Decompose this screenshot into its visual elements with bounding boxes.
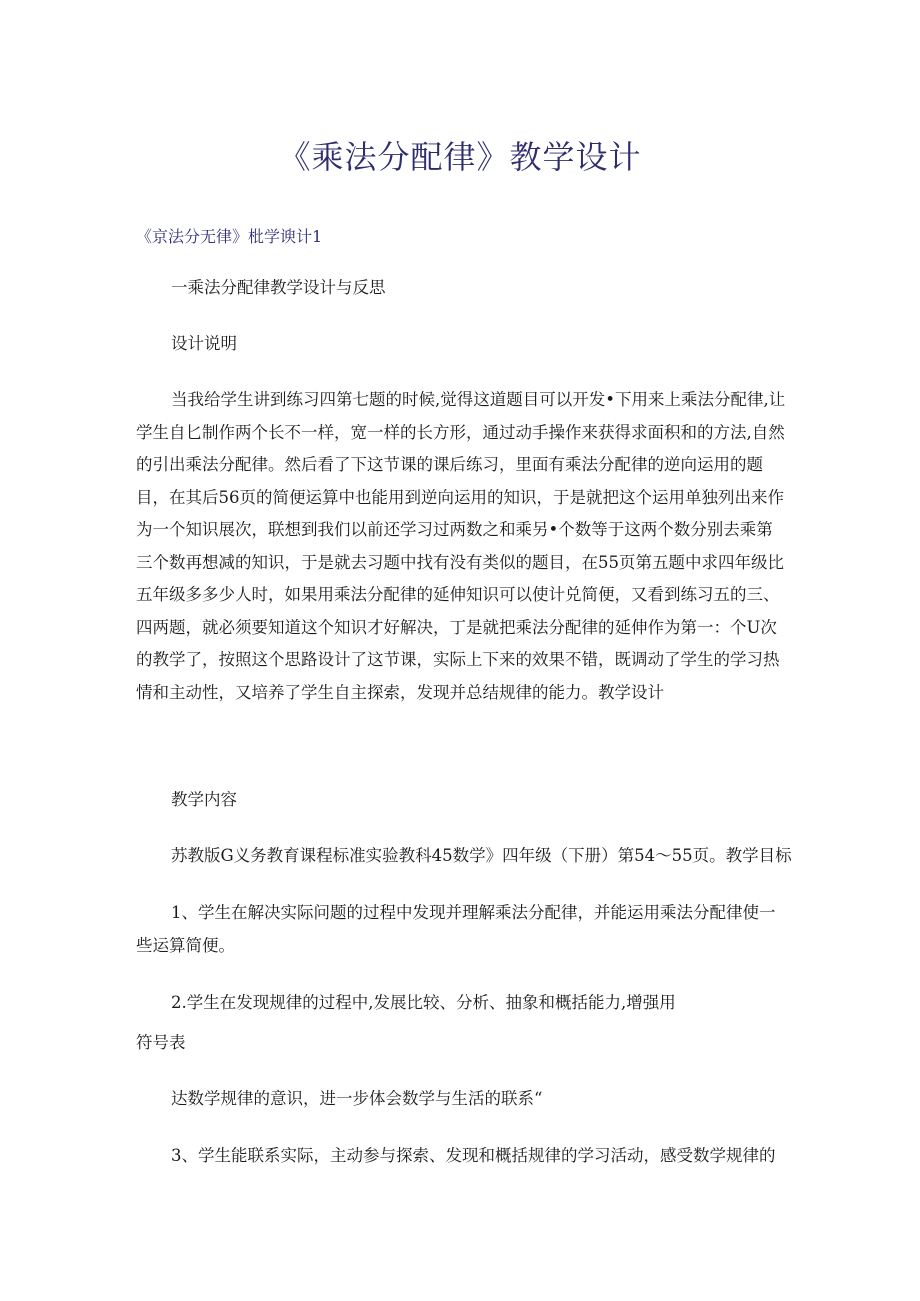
goal-1: 1、学生在解决实际问题的过程中发现并理解乘法分配律，并能运用乘法分配律使一些运算简便。 bbox=[136, 903, 776, 955]
paragraph-content: 苏教版G义务教育课程标准实验教科45数学》四年级（下册）第54〜55页。教学目标 bbox=[171, 846, 792, 865]
document-subtitle: 《京法分无律》枇学谀计1 bbox=[136, 227, 323, 246]
goal-2-line-1: 2.学生在发现规律的过程中,发展比较、分析、抽象和概括能力,增强用 bbox=[171, 993, 676, 1012]
paragraph-design-notes: 当我给学生讲到练习四第七题的时候,觉得这道题目可以开发•下用来上乘法分配律,让学生自匕制作两个长不一样，宽一样的长方形，通过动手操作来获得求面积和的方法,自然的引出乘法分配律。然后看了下这节课的课后练习，里面有乘法分配律的逆向运用的题目，在其后56页的简便运算中也能用到逆向运用的知识，于是就把这个运用单独列出来作为一个知识展次，联想到我们以前还学习过两数之和乘另•个数等于这两个数分别去乘第三个数再想减的知识，于是就去习题中找有没有类似的题目，在55页第五题中求四年级比五年级多多少人时，如果用乘法分配律的延伸知识可以使计兑简便，又看到练习五的三、四两题，就必须要知道这个知识才好解决，丁是就把乘法分配律的延伸作为第一：个U次的教学了，按照这个思路设计了这节课，实际上下来的效果不错，既调动了学生的学习热情和主动性，又培养了学生自主探索，发现并总结规律的能力。教学设计 bbox=[136, 390, 786, 702]
section-heading-reflection: 一乘法分配律教学设计与反思 bbox=[171, 278, 386, 297]
goal-2-line-2: 符号表 bbox=[136, 1033, 186, 1052]
goal-3: 3、学生能联系实际，主动参与探索、发现和概括规律的学习活动，感受数学规律的 bbox=[171, 1146, 776, 1165]
document-title: 《乘法分配律》教学设计 bbox=[278, 138, 642, 176]
section-heading-design-notes: 设计说明 bbox=[171, 334, 237, 353]
goal-2-line-3: 达数学规律的意识，进一步体会数学与生活的联系“ bbox=[171, 1089, 543, 1108]
section-heading-content: 教学内容 bbox=[171, 790, 237, 809]
